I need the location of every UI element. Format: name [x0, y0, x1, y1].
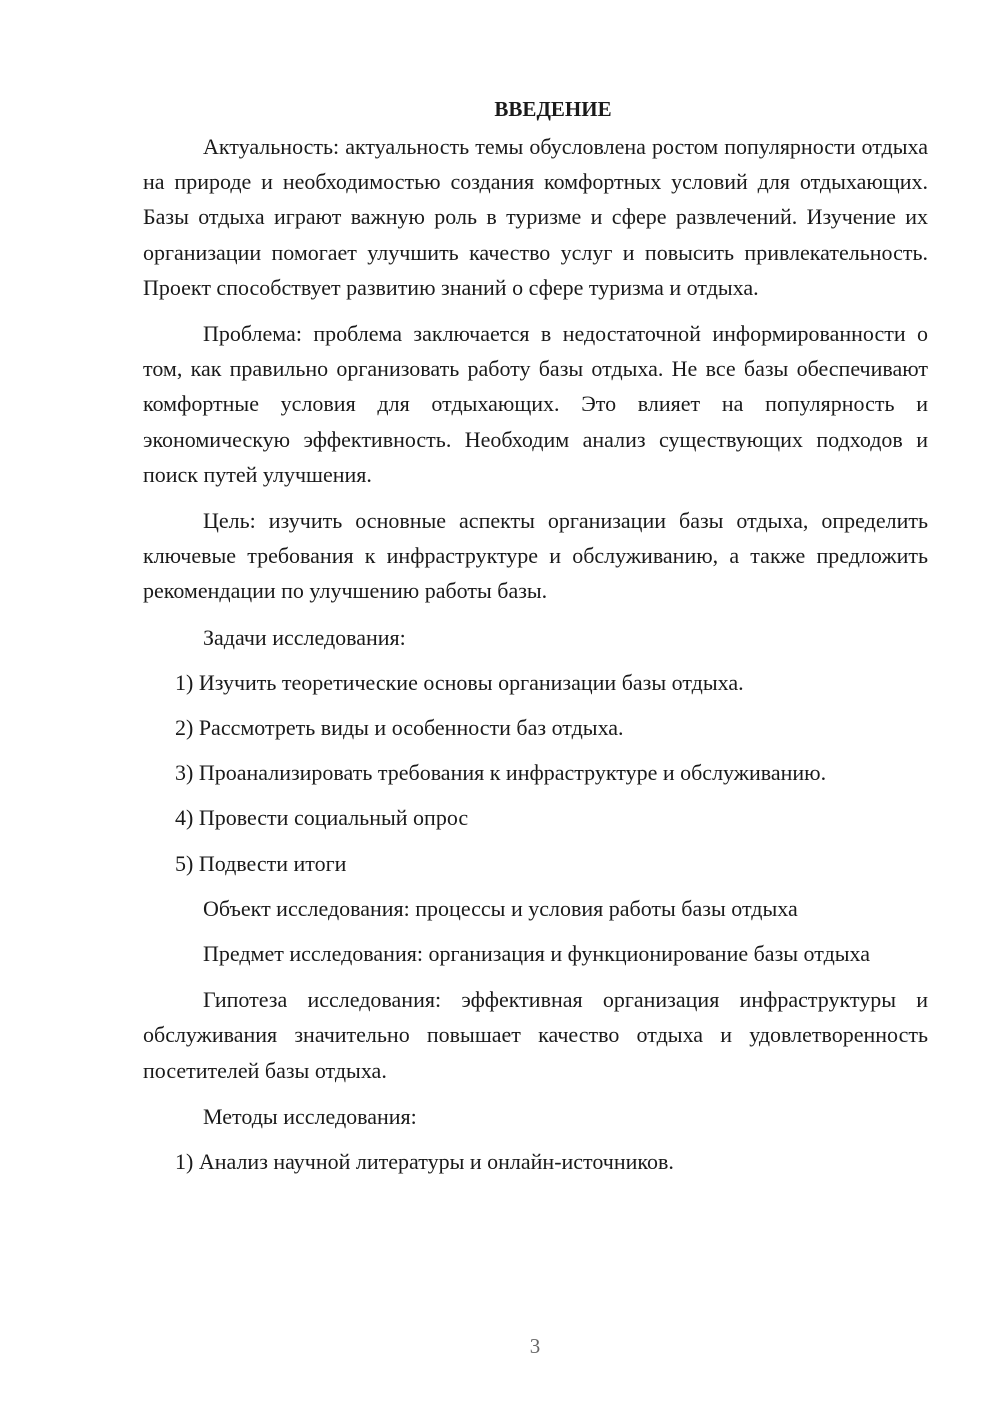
- task-item: 5) Подвести итоги: [175, 850, 347, 876]
- section-title: ВВЕДЕНИЕ: [494, 97, 612, 121]
- task-item: 2) Рассмотреть виды и особенности баз отдыха.: [175, 715, 624, 741]
- spacer: [143, 836, 928, 846]
- spacer: [143, 700, 928, 710]
- spacer: [143, 305, 928, 316]
- tasks-heading: Задачи исследования:: [203, 624, 406, 650]
- spacer: [143, 1088, 928, 1099]
- subject-paragraph: Предмет исследования: организация и функционирование базы отдыха: [203, 941, 871, 967]
- spacer: [143, 1134, 928, 1144]
- method-item: 1) Анализ научной литературы и онлайн-источников.: [175, 1149, 674, 1175]
- spacer: [143, 926, 928, 936]
- task-item: 3) Проанализировать требования к инфраструктуре и обслуживанию.: [175, 760, 827, 786]
- methods-heading: Методы исследования:: [203, 1103, 417, 1129]
- object-paragraph: Объект исследования: процессы и условия работы базы отдыха: [203, 895, 798, 921]
- hypothesis-paragraph: Гипотеза исследования: эффективная организация инфраструктуры и обслуживания значительно повышает качество отдыха и удовлетворенность посетителей базы отдыха.: [143, 987, 928, 1083]
- page-content: [143, 92, 928, 1179]
- spacer: [143, 492, 928, 503]
- spacer: [143, 609, 928, 620]
- spacer: [143, 971, 928, 982]
- goal-paragraph: Цель: изучить основные аспекты организации базы отдыха, определить ключевые требования к инфраструктуре и обслуживанию, а также предложить рекомендации по улучшению работы базы.: [143, 508, 928, 604]
- spacer: [143, 745, 928, 755]
- problem-paragraph: Проблема: проблема заключается в недостаточной информированности о том, как правильно организовать работу базы отдыха. Не все базы обеспечивают комфортные условия для отдыхающих. Это влияет на популярность и экономическую эффективность. Необходим анализ существующих подходов и поиск путей улучшения.: [143, 321, 928, 487]
- relevance-paragraph: Актуальность: актуальность темы обусловлена ростом популярности отдыха на природе и необходимостью создания комфортных условий для отдыхающих. Базы отдыха играют важную роль в туризме и сфере развлечений. Изучение их организации помогает улучшить качество услуг и повысить привлекательность. Проект способствует развитию знаний о сфере туризма и отдыха.: [143, 134, 928, 300]
- task-item: 1) Изучить теоретические основы организации базы отдыха.: [175, 669, 744, 695]
- spacer: [143, 881, 928, 891]
- page-number: 3: [529, 1334, 541, 1358]
- spacer: [143, 655, 928, 665]
- task-item: 4) Провести социальный опрос: [175, 805, 469, 831]
- spacer: [143, 790, 928, 800]
